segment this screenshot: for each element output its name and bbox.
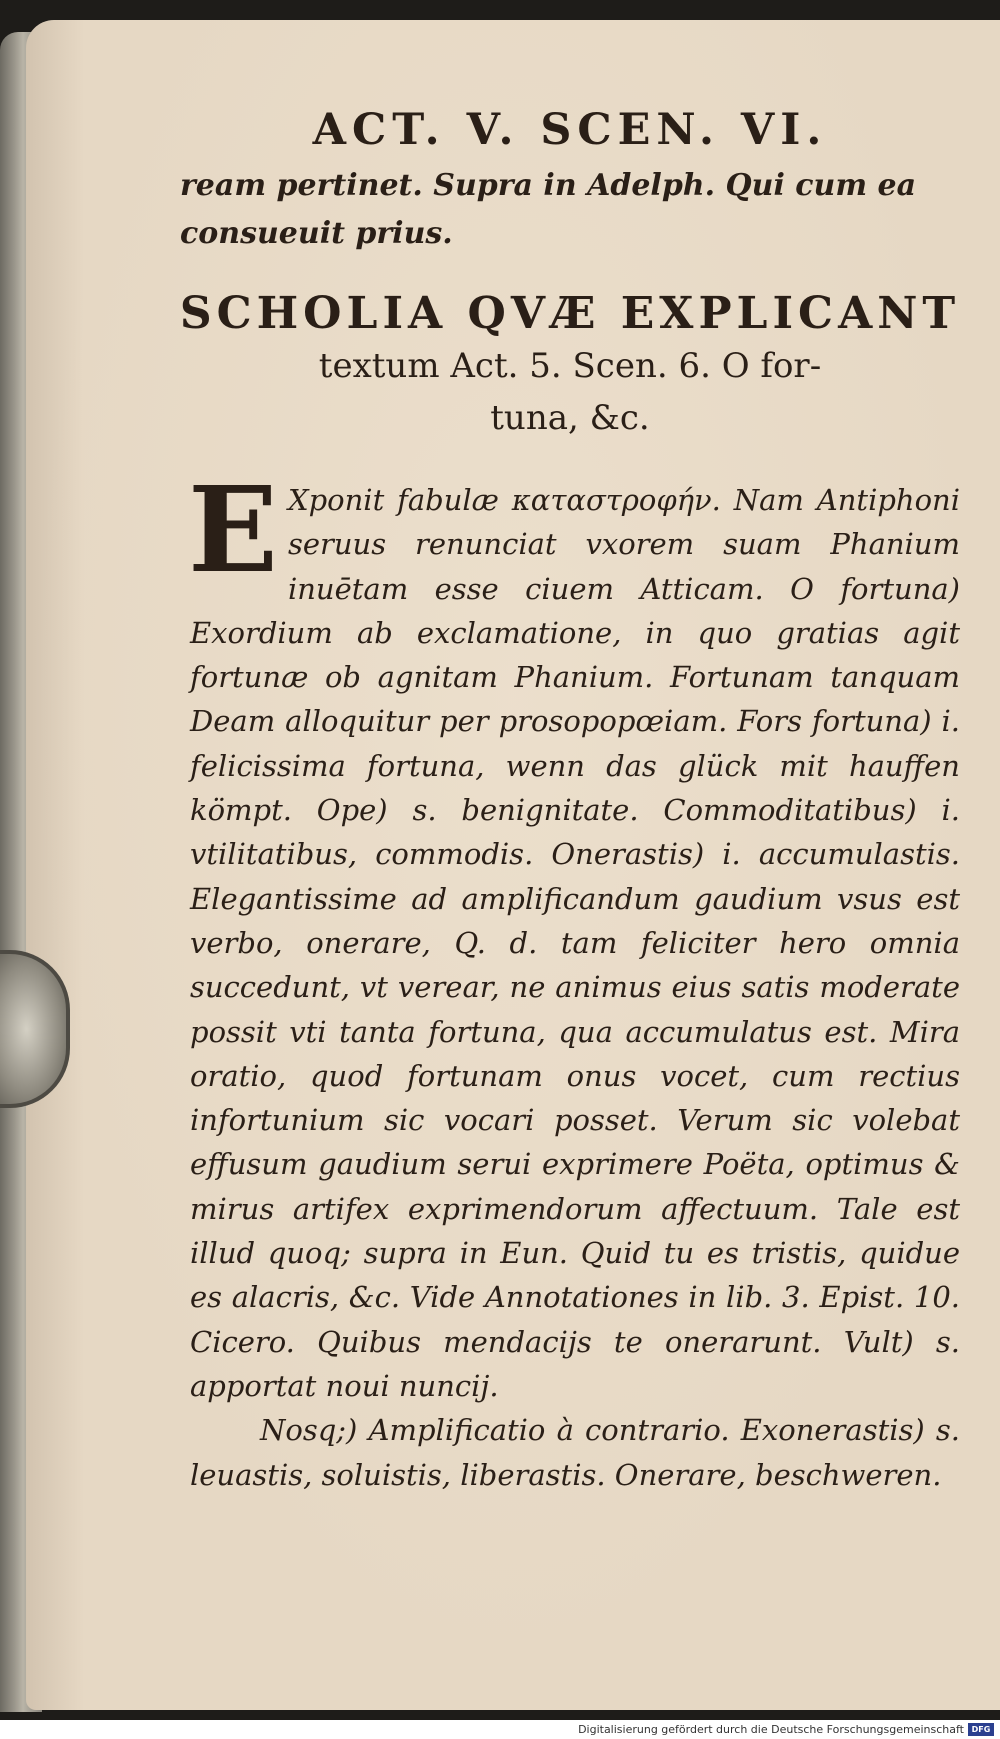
paragraph-1	[188, 460, 960, 1408]
footer-credit: Digitalisierung gefördert durch die Deutsche Forschungsgemeinschaft	[578, 1723, 964, 1736]
section-heading	[170, 288, 970, 444]
heading-line-2: textum Act. 5. Scen. 6. O for-	[318, 346, 822, 386]
dropcap: E	[188, 460, 278, 599]
paragraph-1-text: Xponit fabulæ καταστροφήν. Nam Antiphoni seruus renunciat vxorem suam Phanium inuētam esse ciuem Atticam. O fortuna) Exordium ab exclamatione, in quo gratias agit fortunæ ob agnitam Phanium. Fortunam tanquam Deam alloquitur per prosopopœiam. Fors fortuna) i. felicissima fortuna, wenn das glück mit hauffen kömpt. Ope) s. benignitate. Commoditatibus) i. vtilitatibus, commodis. Onerastis) i. accumulastis. Elegantissime ad amplificandum gaudium vsus est verbo, onerare, Q. d. tam feliciter hero omnia succedunt, vt verear, ne animus eius satis moderate possit vti tanta fortuna, qua accumulatus est. Mira oratio, quod fortunam onus vocet, cum rectius infortunium sic vocari posset. Verum sic volebat effusum gaudium serui exprimere Poëta, optimus & mirus artifex exprimendorum affectuum. Tale est illud quoq; supra in Eun. Quid tu es tristis, quidue es alacris, &c. Vide Annotationes in lib. 3. Epist. 10. Cicero. Quibus mendacijs te onerarunt. Vult) s. apportat noui nuncij.	[190, 483, 960, 1403]
body-text	[188, 460, 960, 1497]
running-head: ACT. V. SCEN. VI.	[312, 105, 828, 155]
top-text: ream pertinet. Supra in Adelph. Qui cum ea consueuit prius.	[180, 168, 917, 251]
heading-line-3: tuna, &c.	[490, 398, 650, 438]
paragraph-2: Nosq;) Amplificatio à contrario. Exonerastis) s. leuastis, soluistis, liberastis. Onerare, beschweren.	[190, 1413, 960, 1492]
dfg-logo-icon: DFG	[968, 1723, 994, 1736]
heading-line-1: SCHOLIA QVÆ EXPLICANT	[179, 288, 961, 339]
footer	[0, 1720, 1000, 1739]
